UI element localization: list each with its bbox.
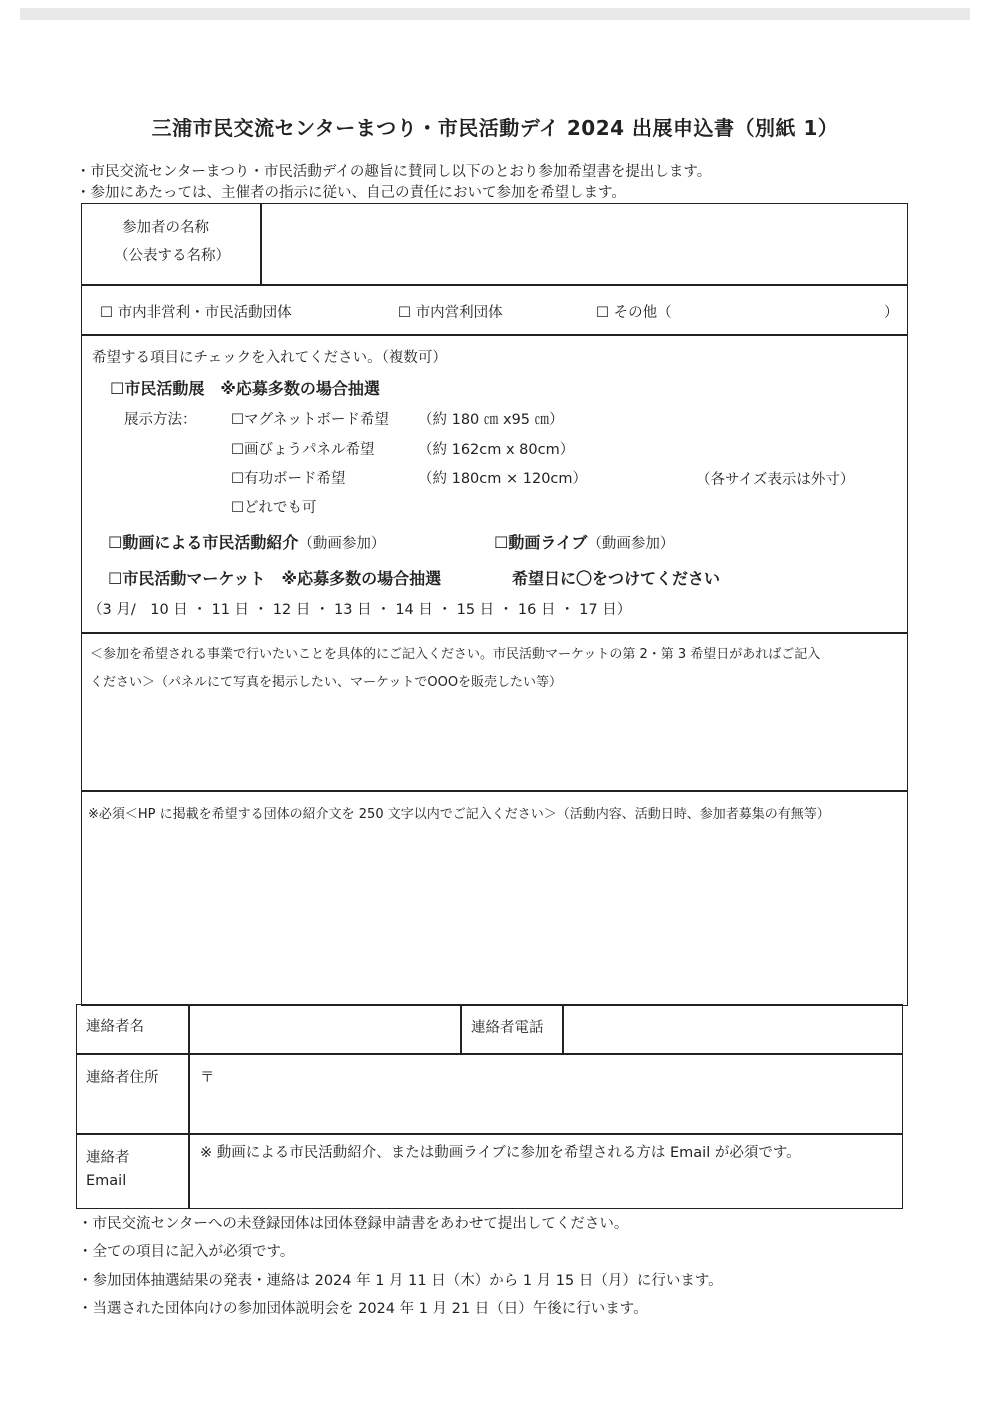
- contact-name-label: 連絡者名: [86, 1019, 144, 1035]
- contact-email-label: 連絡者: [86, 1150, 130, 1166]
- contact-email-note: ※ 動画による市民活動紹介、または動画ライブに参加を希望される方は Email が必須です。: [200, 1145, 801, 1161]
- size-note: （各サイズ表示は外寸）: [696, 472, 855, 488]
- footer-note-2: ・全ての項目に記入が必須です。: [78, 1244, 295, 1260]
- details-instruction-1: ＜参加を希望される事業で行いたいことを具体的にご記入ください。市民活動マーケットの第 2・第 3 希望日があればご記入: [90, 647, 821, 662]
- magnet-board-checkbox[interactable]: ☐マグネットボード希望: [231, 412, 389, 428]
- contact-phone-field[interactable]: [574, 1015, 894, 1043]
- video-intro-item: [108, 530, 385, 553]
- video-intro-checkbox[interactable]: ☐動画による市民活動紹介: [108, 533, 299, 552]
- video-intro-note: （動画参加）: [298, 536, 386, 552]
- perforated-board-checkbox[interactable]: ☐有功ボード希望: [231, 471, 346, 487]
- page-title: 三浦市民交流センターまつり・市民活動デイ 2024 出展申込書（別紙 1）: [151, 116, 839, 140]
- magnet-board-size: （約 180 ㎝ x95 ㎝）: [418, 412, 564, 428]
- intro-text-label: ※必須＜HP に掲載を希望する団体の紹介文を 250 文字以内でご記入ください＞（活動内容、活動日時、参加者募集の有無等）: [88, 807, 830, 822]
- category-other-close: ）: [884, 305, 899, 321]
- any-method-checkbox[interactable]: ☐どれでも可: [231, 500, 317, 516]
- pin-panel-checkbox[interactable]: ☐画びょうパネル希望: [231, 442, 375, 458]
- contact-address-field[interactable]: 〒: [200, 1070, 215, 1086]
- items-instruction: 希望する項目にチェックを入れてください。（複数可）: [92, 350, 447, 366]
- category-forprofit-checkbox[interactable]: ☐ 市内営利団体: [398, 305, 503, 321]
- footer-note-3: ・参加団体抽選結果の発表・連絡は 2024 年 1 月 11 日（木）から 1 月 15 日（月）に行います。: [78, 1273, 723, 1289]
- contact-email-field[interactable]: [200, 1168, 890, 1200]
- intro-line-2: ・参加にあたっては、主催者の指示に従い、自己の責任において参加を希望します。: [76, 185, 626, 201]
- perforated-board-size: （約 180cm × 120cm）: [418, 471, 588, 487]
- category-other-checkbox[interactable]: ☐ その他（: [596, 305, 672, 321]
- market-date-note: 希望日に〇をつけてください: [512, 569, 721, 588]
- contact-email-label-sub: Email: [86, 1173, 127, 1189]
- video-live-item: [494, 530, 674, 553]
- footer-note-4: ・当選された団体向けの参加団体説明会を 2024 年 1 月 21 日（日）午後に行います。: [78, 1301, 648, 1317]
- video-live-checkbox[interactable]: ☐動画ライブ: [494, 533, 588, 552]
- exhibit-method-label: 展示方法：: [124, 412, 197, 428]
- intro-text-field[interactable]: [90, 830, 890, 995]
- participant-name-field[interactable]: [272, 230, 892, 260]
- market-checkbox[interactable]: ☐市民活動マーケット ※応募多数の場合抽選: [108, 569, 442, 588]
- video-live-note: （動画参加）: [587, 536, 675, 552]
- category-nonprofit-checkbox[interactable]: ☐ 市内非営利・市民活動団体: [100, 305, 292, 321]
- contact-name-field[interactable]: [200, 1015, 450, 1043]
- exhibit-checkbox[interactable]: ☐市民活動展 ※応募多数の場合抽選: [110, 379, 380, 398]
- contact-address-label: 連絡者住所: [86, 1070, 159, 1086]
- details-instruction-2: ください＞（パネルにて写真を掲示したい、マーケットでOOOを販売したい等）: [90, 675, 563, 690]
- participant-label-sub: （公表する名称）: [114, 248, 230, 264]
- contact-phone-label: 連絡者電話: [471, 1020, 544, 1036]
- intro-line-1: ・市民交流センターまつり・市民活動デイの趣旨に賛同し以下のとおり参加希望書を提出します。: [76, 164, 712, 180]
- pin-panel-size: （約 162cm x 80cm）: [418, 442, 575, 458]
- participant-label: 参加者の名称: [122, 220, 209, 236]
- details-field[interactable]: [90, 700, 890, 780]
- footer-note-1: ・市民交流センターへの未登録団体は団体登録申請書をあわせて提出してください。: [78, 1216, 629, 1232]
- market-dates[interactable]: （3 月/ 10 日 ・ 11 日 ・ 12 日 ・ 13 日 ・ 14 日 ・ 15 日 ・ 16 日 ・ 17 日）: [88, 602, 632, 618]
